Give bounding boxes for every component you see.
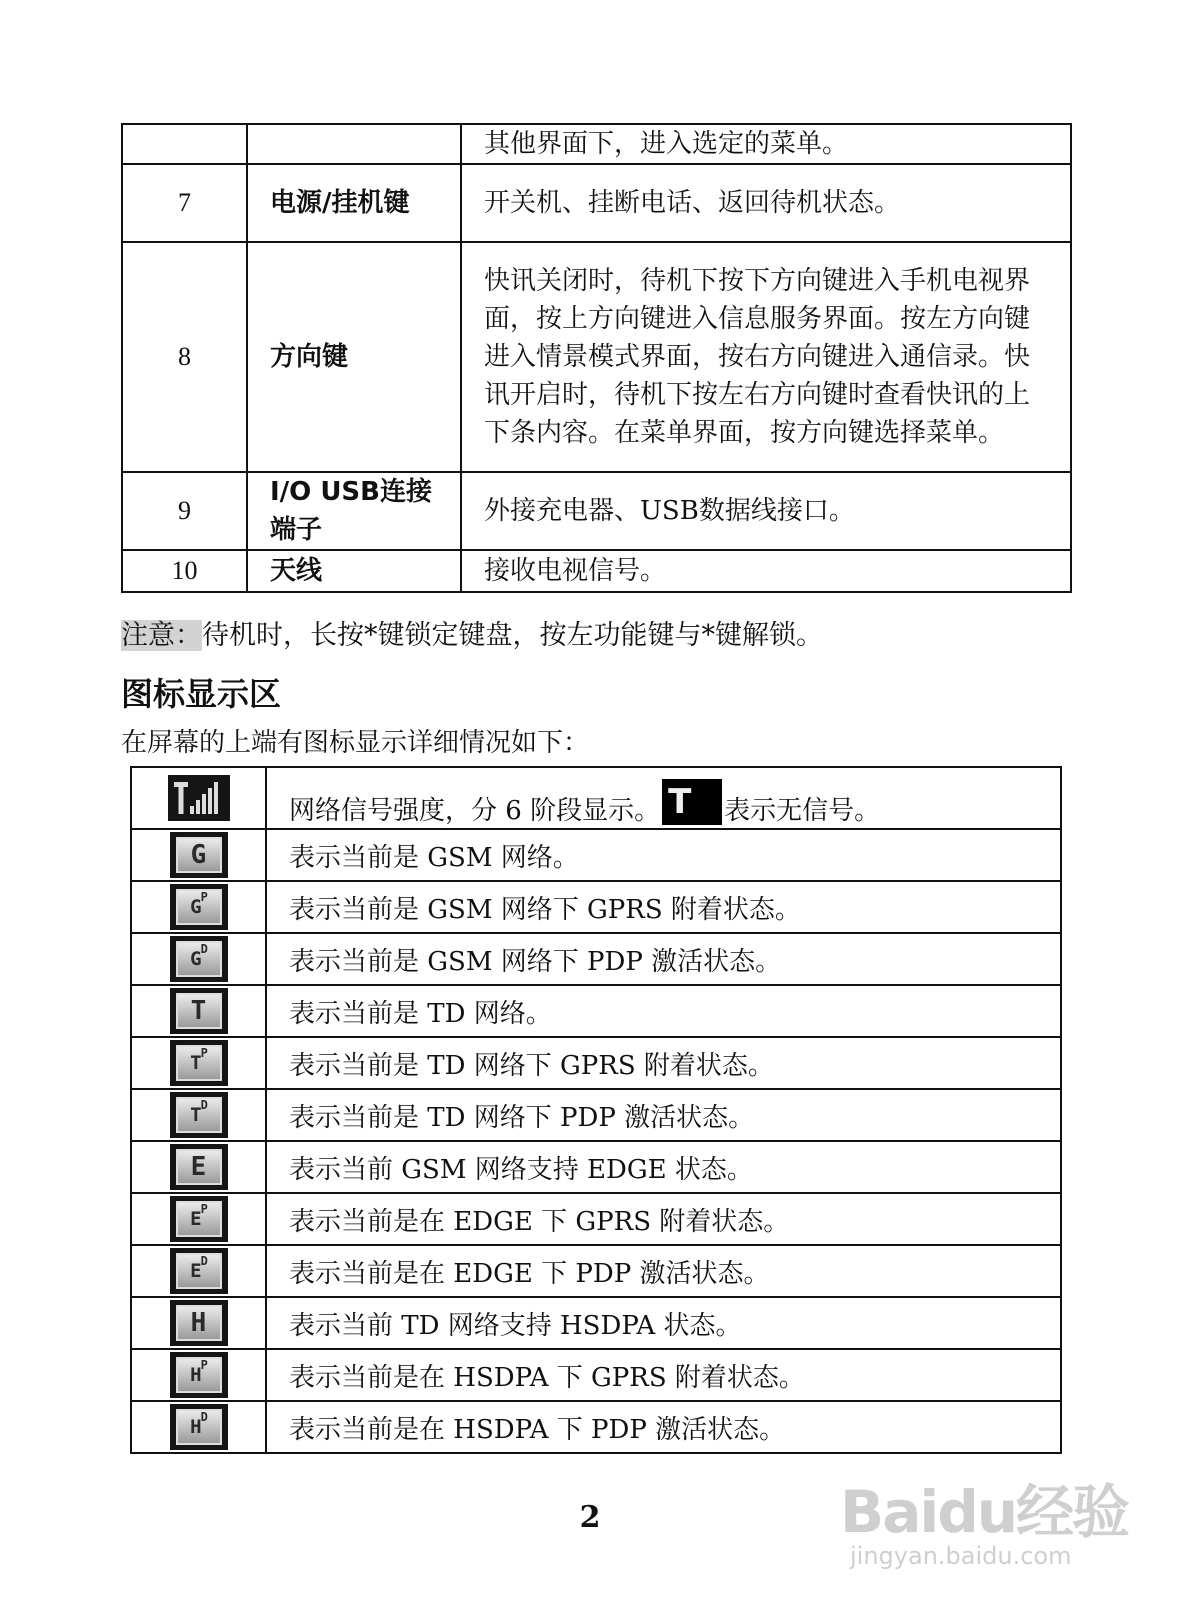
table-row xyxy=(122,472,1071,550)
td-icon xyxy=(170,988,228,1034)
icon-description: 表示当前是 GSM 网络下 GPRS 附着状态。 xyxy=(266,881,1061,933)
table-row xyxy=(131,1193,1061,1245)
icon-glyph: G xyxy=(190,896,201,918)
key-description: 快讯关闭时，待机下按下方向键进入手机电视界面，按上方向键进入信息服务界面。按左方向键进入情景模式界面，按右方向键进入通信录。快讯开启时，待机下按左右方向键时查看快讯的上下条内容。在菜单界面，按方向键选择菜单。 xyxy=(461,242,1071,472)
icon-cell xyxy=(131,1349,266,1401)
icon-description: 表示当前是 TD 网络下 GPRS 附着状态。 xyxy=(266,1037,1061,1089)
icon-description: 表示当前是在 EDGE 下 PDP 激活状态。 xyxy=(266,1245,1061,1297)
key-description: 开关机、挂断电话、返回待机状态。 xyxy=(461,164,1071,242)
note xyxy=(121,616,823,656)
key-name: 电源/挂机键 xyxy=(247,164,461,242)
note-text: 待机时，长按*键锁定键盘，按左功能键与*键解锁。 xyxy=(202,620,823,651)
icon-superscript: D xyxy=(200,1098,207,1112)
icon-description: 表示当前是 TD 网络下 PDP 激活状态。 xyxy=(266,1089,1061,1141)
icon-description: 表示当前是 GSM 网络下 PDP 激活状态。 xyxy=(266,933,1061,985)
icon-description: 表示当前是 TD 网络。 xyxy=(266,985,1061,1037)
icon-description: 表示当前 TD 网络支持 HSDPA 状态。 xyxy=(266,1297,1061,1349)
icon-glyph: G xyxy=(176,837,222,873)
icon-cell xyxy=(131,933,266,985)
edge-pdp-icon xyxy=(170,1248,228,1294)
watermark xyxy=(840,1478,1130,1570)
signal-text-before: 网络信号强度，分 6 阶段显示。 xyxy=(289,796,661,826)
icon-description: 表示当前是在 HSDPA 下 GPRS 附着状态。 xyxy=(266,1349,1061,1401)
icon-superscript: P xyxy=(200,1202,207,1216)
icon-glyph: E xyxy=(190,1208,201,1230)
gsm-icon xyxy=(170,832,228,878)
signal-text-after: 表示无信号。 xyxy=(724,796,881,826)
table-row xyxy=(131,1401,1061,1453)
hsdpa-gprs-icon xyxy=(170,1352,228,1398)
icon-cell xyxy=(131,1193,266,1245)
icon-glyph: E xyxy=(190,1260,201,1282)
no-signal-glyph: T xyxy=(668,782,692,822)
key-name: 方向键 xyxy=(247,242,461,472)
icon-description: 表示当前是在 EDGE 下 GPRS 附着状态。 xyxy=(266,1193,1061,1245)
table-row xyxy=(131,881,1061,933)
hsdpa-icon xyxy=(170,1300,228,1346)
icon-superscript: D xyxy=(200,1410,207,1424)
icon-cell xyxy=(131,1037,266,1089)
table-row xyxy=(122,164,1071,242)
icon-cell xyxy=(131,767,266,829)
table-row xyxy=(131,1349,1061,1401)
table-row xyxy=(131,1141,1061,1193)
page-number: 2 xyxy=(579,1500,601,1535)
table-row xyxy=(122,550,1071,592)
icon-description xyxy=(266,767,1061,829)
key-number: 8 xyxy=(122,242,247,472)
watermark-url: jingyan.baidu.com xyxy=(850,1542,1072,1570)
icon-glyph: E xyxy=(176,1149,222,1185)
icons-table xyxy=(130,766,1062,1454)
icon-cell xyxy=(131,985,266,1037)
icon-cell xyxy=(131,881,266,933)
key-description: 外接充电器、USB数据线接口。 xyxy=(461,472,1071,550)
table-row xyxy=(122,124,1071,164)
icon-cell xyxy=(131,1089,266,1141)
watermark-brand: Baidu经验 xyxy=(840,1478,1129,1546)
td-pdp-icon xyxy=(170,1092,228,1138)
section-heading: 图标显示区 xyxy=(121,675,282,713)
td-gprs-icon xyxy=(170,1040,228,1086)
icon-glyph: T xyxy=(190,1104,201,1126)
icon-superscript: D xyxy=(200,942,207,956)
table-row xyxy=(131,829,1061,881)
icon-cell xyxy=(131,1141,266,1193)
icon-glyph: T xyxy=(190,1052,201,1074)
signal-bars-icon xyxy=(174,780,224,816)
gsm-pdp-icon xyxy=(170,936,228,982)
gsm-gprs-icon xyxy=(170,884,228,930)
icon-superscript: P xyxy=(200,1358,207,1372)
icon-cell xyxy=(131,1245,266,1297)
note-label: 注意： xyxy=(121,620,202,651)
key-name: I/O USB连接端子 xyxy=(247,472,461,550)
icon-cell xyxy=(131,1401,266,1453)
hsdpa-pdp-icon xyxy=(170,1404,228,1450)
icon-glyph: H xyxy=(190,1416,201,1438)
icon-glyph: G xyxy=(190,948,201,970)
icon-superscript: D xyxy=(200,1254,207,1268)
signal-strength-icon xyxy=(168,775,230,821)
table-row xyxy=(131,985,1061,1037)
key-description: 其他界面下，进入选定的菜单。 xyxy=(461,124,1071,164)
icon-description: 表示当前是在 HSDPA 下 PDP 激活状态。 xyxy=(266,1401,1061,1453)
table-row xyxy=(131,1297,1061,1349)
icon-glyph: T xyxy=(176,993,222,1029)
icon-description: 表示当前 GSM 网络支持 EDGE 状态。 xyxy=(266,1141,1061,1193)
key-number xyxy=(122,124,247,164)
icon-cell xyxy=(131,1297,266,1349)
key-number: 10 xyxy=(122,550,247,592)
table-row xyxy=(131,767,1061,829)
table-row xyxy=(131,933,1061,985)
icon-glyph: H xyxy=(190,1364,201,1386)
key-number: 7 xyxy=(122,164,247,242)
table-row xyxy=(131,1245,1061,1297)
key-number: 9 xyxy=(122,472,247,550)
intro-text: 在屏幕的上端有图标显示详细情况如下： xyxy=(121,728,590,758)
table-row xyxy=(131,1089,1061,1141)
key-name: 天线 xyxy=(247,550,461,592)
icon-description: 表示当前是 GSM 网络。 xyxy=(266,829,1061,881)
edge-icon xyxy=(170,1144,228,1190)
table-row xyxy=(131,1037,1061,1089)
no-signal-icon xyxy=(662,779,722,825)
key-description: 接收电视信号。 xyxy=(461,550,1071,592)
icon-superscript: P xyxy=(200,1046,207,1060)
table-row xyxy=(122,242,1071,472)
keys-table xyxy=(121,123,1072,593)
icon-glyph: H xyxy=(176,1305,222,1341)
icon-superscript: P xyxy=(200,890,207,904)
icon-cell xyxy=(131,829,266,881)
edge-gprs-icon xyxy=(170,1196,228,1242)
key-name xyxy=(247,124,461,164)
